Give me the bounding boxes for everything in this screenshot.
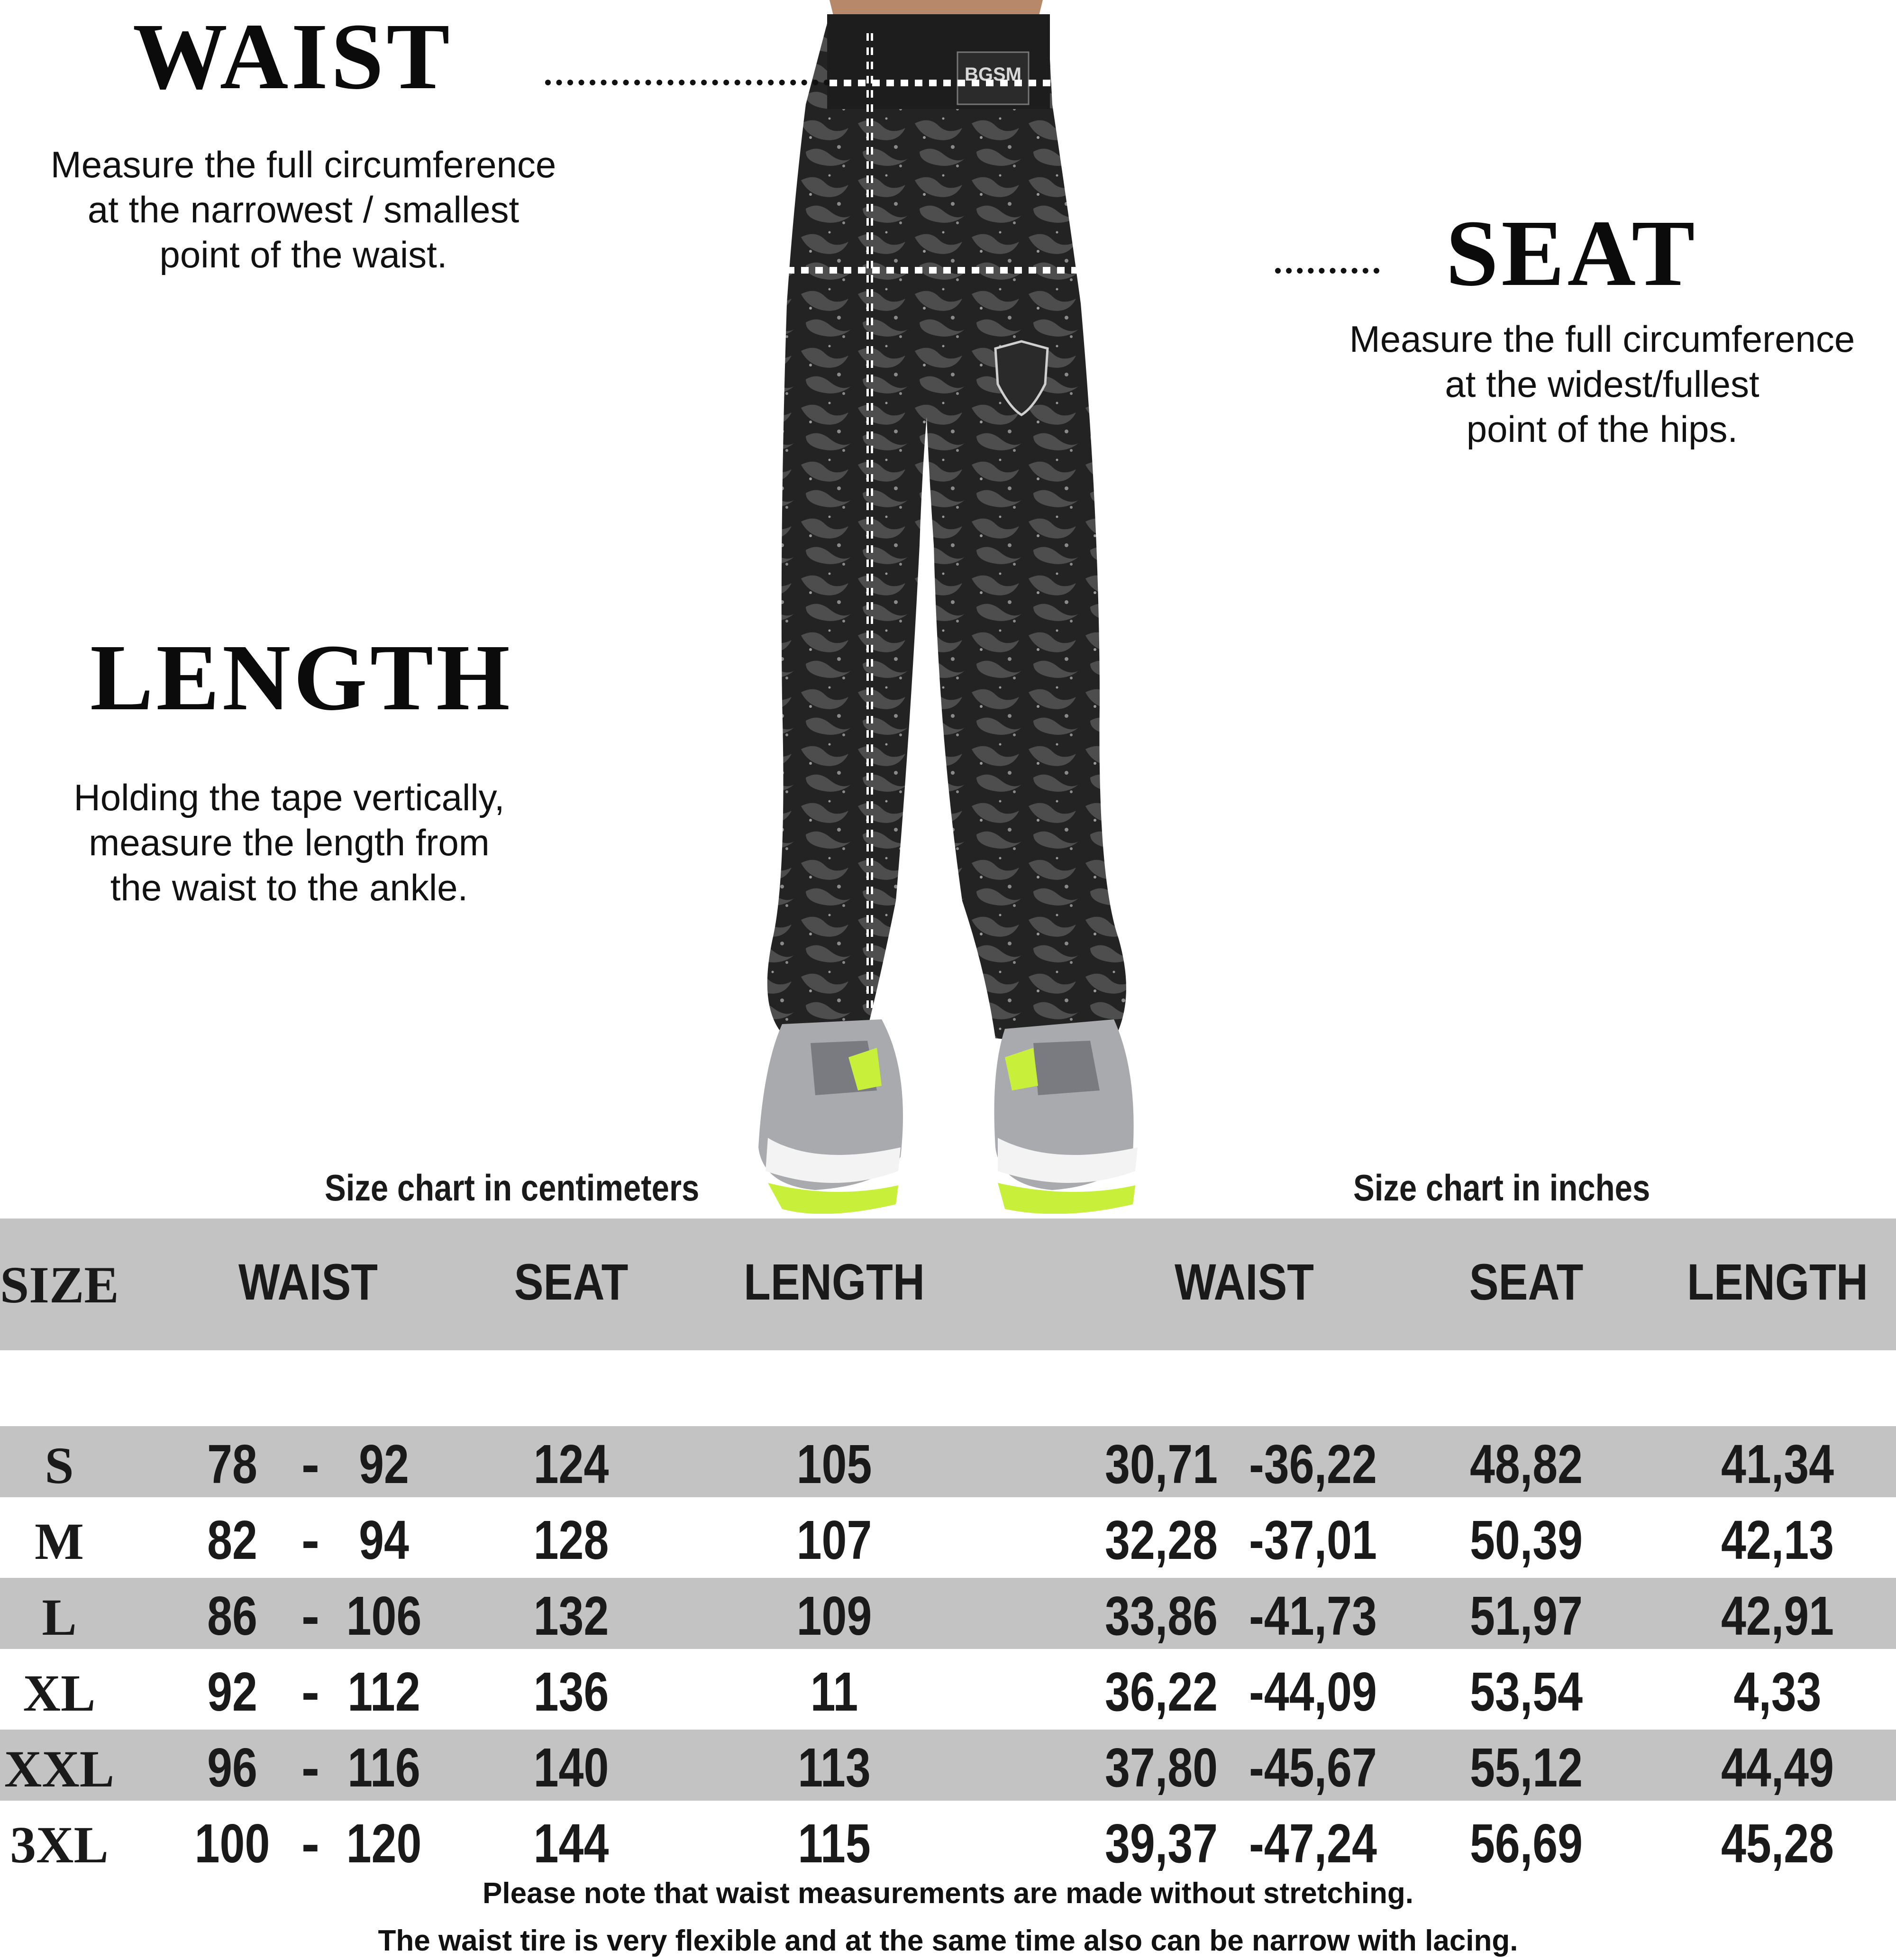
cell-in-waist-min: 39,37	[1104, 1813, 1218, 1874]
waist-range-dash: -	[301, 1661, 320, 1722]
cell-cm-waist-min: 78	[207, 1433, 257, 1495]
cell-cm-length: 11	[810, 1661, 858, 1722]
note-line-1: Please note that waist measurements are made without stretching.	[483, 1877, 1413, 1910]
left-shoe	[758, 1019, 903, 1214]
product-photo	[739, 0, 1332, 1214]
cell-cm-waist-max: 92	[359, 1433, 409, 1495]
waist-range-dash: -	[301, 1585, 320, 1647]
seat-description	[1308, 317, 1896, 452]
cell-cm-waist-max: 120	[346, 1813, 422, 1874]
table-row	[0, 1502, 1896, 1573]
cell-cm-waist-max: 116	[347, 1737, 420, 1798]
cell-cm-waist-min: 100	[194, 1813, 270, 1874]
seat-desc-line-2: at the widest/fullest	[1445, 363, 1759, 405]
cell-in-waist-max: -47,24	[1249, 1813, 1377, 1874]
cell-in-length: 41,34	[1721, 1433, 1834, 1495]
cell-in-seat: 53,54	[1469, 1661, 1583, 1722]
length-heading: LENGTH	[90, 625, 513, 730]
cell-size: 3XL	[10, 1816, 109, 1874]
cell-in-waist-max: -45,67	[1249, 1737, 1377, 1798]
cell-in-waist-min: 33,86	[1104, 1585, 1218, 1647]
caption-inches: Size chart in inches	[1353, 1167, 1650, 1209]
cell-in-seat: 56,69	[1469, 1813, 1583, 1874]
header-in-waist: WAIST	[1174, 1253, 1314, 1310]
cell-cm-waist-min: 96	[207, 1737, 257, 1798]
cell-in-seat: 50,39	[1469, 1509, 1583, 1571]
cell-in-waist-min: 36,22	[1104, 1661, 1218, 1722]
note-line-2: The waist tire is very flexible and at the same time also can be narrow with lacing.	[378, 1924, 1518, 1957]
header-cm-waist: WAIST	[238, 1253, 378, 1310]
cell-cm-seat: 140	[533, 1737, 609, 1798]
seat-heading: SEAT	[1446, 201, 1698, 306]
waist-desc-line-2: at the narrowest / smallest	[87, 189, 520, 230]
cell-in-waist-max: -41,73	[1249, 1585, 1377, 1647]
table-row	[0, 1654, 1896, 1725]
length-desc-line-2: measure the length from	[89, 822, 490, 863]
right-shoe	[994, 1019, 1138, 1214]
cell-cm-seat: 128	[533, 1509, 609, 1571]
cell-cm-seat: 124	[533, 1433, 609, 1495]
cell-cm-seat: 136	[533, 1661, 609, 1722]
waist-leader-line	[545, 80, 830, 91]
table-row	[0, 1805, 1896, 1877]
cell-cm-waist-max: 106	[346, 1585, 422, 1647]
waist-description	[0, 142, 607, 277]
cell-in-waist-min: 32,28	[1104, 1509, 1218, 1571]
length-desc-line-3: the waist to the ankle.	[110, 867, 468, 908]
cell-in-seat: 55,12	[1469, 1737, 1583, 1798]
table-row	[0, 1730, 1896, 1801]
cell-in-waist-max: -37,01	[1249, 1509, 1377, 1571]
cell-cm-seat: 144	[533, 1813, 609, 1874]
seat-leader-line	[1275, 268, 1379, 279]
waist-range-dash: -	[301, 1737, 320, 1798]
cell-cm-waist-max: 112	[347, 1661, 420, 1722]
waist-range-dash: -	[301, 1509, 320, 1571]
cell-size: M	[35, 1512, 84, 1570]
pants	[767, 14, 1126, 1048]
cell-in-length: 42,91	[1721, 1585, 1834, 1647]
cell-cm-length: 113	[798, 1737, 871, 1798]
cell-cm-seat: 132	[533, 1585, 609, 1647]
cell-size: L	[42, 1588, 77, 1646]
header-in-seat: SEAT	[1469, 1253, 1584, 1310]
cell-cm-waist-max: 94	[359, 1509, 409, 1571]
cell-in-seat: 48,82	[1469, 1433, 1583, 1495]
waist-range-dash: -	[301, 1433, 320, 1495]
cell-in-length: 42,13	[1721, 1509, 1834, 1571]
waist-desc-line-1: Measure the full circumference	[50, 144, 556, 185]
header-in-length: LENGTH	[1687, 1253, 1868, 1310]
length-description	[0, 775, 578, 910]
cell-in-length: 44,49	[1721, 1737, 1834, 1798]
cell-size: XXL	[4, 1740, 115, 1798]
waist-range-dash: -	[301, 1813, 320, 1874]
cell-cm-length: 115	[798, 1813, 871, 1874]
brand-patch-label: BGSM	[965, 64, 1021, 85]
waist-desc-line-3: point of the waist.	[159, 234, 447, 275]
cell-cm-length: 105	[796, 1433, 872, 1495]
table-row	[0, 1426, 1896, 1497]
cell-cm-length: 107	[796, 1509, 872, 1571]
seat-desc-line-1: Measure the full circumference	[1349, 318, 1855, 360]
cell-in-waist-max: -36,22	[1249, 1433, 1377, 1495]
cell-size: XL	[23, 1664, 96, 1722]
table-row	[0, 1578, 1896, 1649]
seat-desc-line-3: point of the hips.	[1466, 408, 1738, 450]
cell-cm-waist-min: 82	[207, 1509, 257, 1571]
header-cm-seat: SEAT	[514, 1253, 629, 1310]
cell-in-waist-min: 30,71	[1104, 1433, 1218, 1495]
header-size: SIZE	[0, 1256, 119, 1314]
cell-cm-length: 109	[796, 1585, 872, 1647]
caption-centimeters: Size chart in centimeters	[325, 1167, 700, 1209]
cell-in-waist-max: -44,09	[1249, 1661, 1377, 1722]
cell-in-length: 45,28	[1721, 1813, 1834, 1874]
cell-in-length: 4,33	[1733, 1661, 1822, 1722]
cell-in-waist-min: 37,80	[1104, 1737, 1218, 1798]
cell-size: S	[45, 1437, 74, 1494]
waist-heading: WAIST	[133, 4, 453, 109]
cell-cm-waist-min: 92	[207, 1661, 257, 1722]
header-cm-length: LENGTH	[744, 1253, 925, 1310]
cell-in-seat: 51,97	[1469, 1585, 1583, 1647]
length-desc-line-1: Holding the tape vertically,	[73, 777, 505, 818]
cell-cm-waist-min: 86	[207, 1585, 257, 1647]
